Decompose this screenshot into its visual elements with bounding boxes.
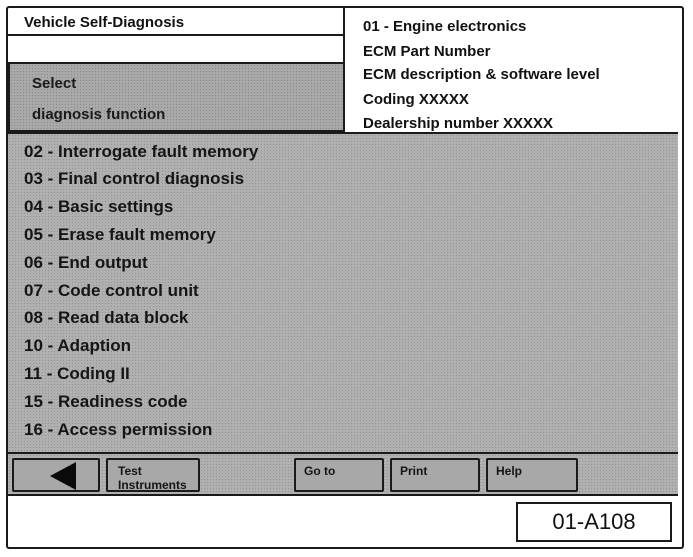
- dealership-number: Dealership number XXXXX: [363, 115, 554, 132]
- page-title: Vehicle Self-Diagnosis: [24, 14, 185, 31]
- coding-value: Coding XXXXX: [363, 91, 469, 108]
- select-prompt-line1: Select: [32, 75, 77, 92]
- menu-item-interrogate-fault-memory[interactable]: 02 - Interrogate fault memory: [24, 142, 259, 161]
- menu-item-basic-settings[interactable]: 04 - Basic settings: [24, 197, 174, 216]
- menu-item-readiness-code[interactable]: 15 - Readiness code: [24, 392, 188, 411]
- control-unit-name: 01 - Engine electronics: [363, 18, 527, 35]
- back-button[interactable]: [12, 458, 100, 492]
- menu-item-access-permission[interactable]: 16 - Access permission: [24, 420, 213, 439]
- help-label: Help: [496, 464, 523, 478]
- menu-item-adaption[interactable]: 10 - Adaption: [24, 336, 132, 355]
- test-instruments-label-line2: Instruments: [118, 478, 187, 492]
- goto-button[interactable]: [294, 458, 384, 492]
- diagnosis-function-menu: [8, 132, 678, 452]
- menu-item-read-data-block[interactable]: 08 - Read data block: [24, 308, 189, 327]
- menu-item-erase-fault-memory[interactable]: 05 - Erase fault memory: [24, 225, 216, 244]
- print-button[interactable]: [390, 458, 480, 492]
- figure-id-label: 01-A108: [516, 502, 672, 542]
- title-blank-row: [8, 36, 345, 64]
- control-unit-info: [345, 8, 675, 132]
- select-prompt-line2: diagnosis function: [32, 106, 166, 123]
- ecm-description: ECM description & software level: [363, 66, 600, 83]
- select-prompt-box: [8, 62, 345, 132]
- ecm-part-number: ECM Part Number: [363, 43, 491, 60]
- menu-item-code-control-unit[interactable]: 07 - Code control unit: [24, 281, 199, 300]
- test-instruments-button[interactable]: [106, 458, 200, 492]
- back-arrow-icon: [50, 462, 76, 490]
- menu-item-coding-ii[interactable]: 11 - Coding II: [24, 364, 130, 383]
- bottom-toolbar: [8, 452, 678, 496]
- goto-label: Go to: [304, 464, 336, 478]
- menu-item-final-control-diagnosis[interactable]: 03 - Final control diagnosis: [24, 169, 245, 188]
- print-label: Print: [400, 464, 428, 478]
- test-instruments-label-line1: Test: [118, 464, 142, 478]
- menu-item-end-output[interactable]: 06 - End output: [24, 253, 148, 272]
- help-button[interactable]: [486, 458, 578, 492]
